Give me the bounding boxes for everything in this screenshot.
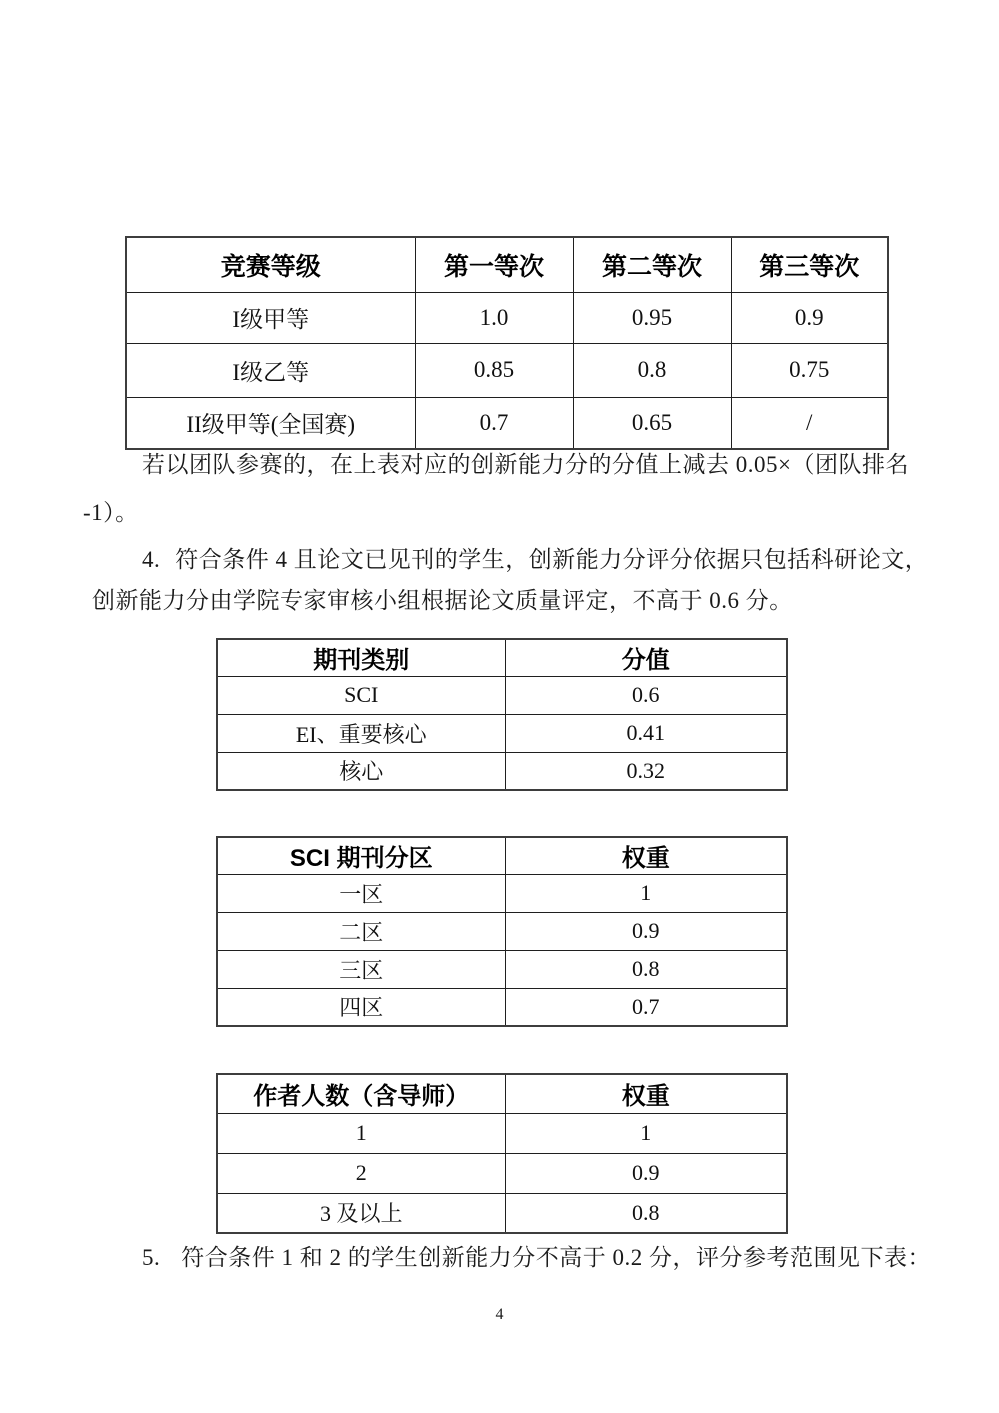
table-cell: 0.95 (573, 292, 731, 343)
item4-number: 4. (142, 547, 161, 572)
table-cell: 0.65 (573, 397, 731, 449)
table-cell: 0.75 (731, 343, 888, 397)
table-row (217, 874, 787, 912)
table-cell: 3 及以上 (217, 1193, 505, 1233)
table-row (126, 343, 888, 397)
column-header-score: 分值 (505, 639, 787, 676)
table-row (126, 292, 888, 343)
table-row (217, 988, 787, 1026)
column-header-sci-zone: SCI 期刊分区 (217, 837, 505, 874)
table-row (126, 397, 888, 449)
table-row (217, 950, 787, 988)
table-cell: 2 (217, 1153, 505, 1193)
column-header-third-tier: 第三等次 (731, 237, 888, 292)
table-cell: 一区 (217, 874, 505, 912)
team-note-line-2: -1）。 (83, 500, 139, 525)
column-header-second-tier: 第二等次 (573, 237, 731, 292)
table-cell: 0.9 (505, 912, 787, 950)
table-cell: 0.6 (505, 676, 787, 714)
table-row (217, 676, 787, 714)
table-cell: 四区 (217, 988, 505, 1026)
page-number: 4 (495, 1306, 504, 1323)
item4-text: 符合条件 4 且论文已见刊的学生，创新能力分评分依据只包括科研论文， (175, 547, 929, 572)
item4-line-2: 创新能力分由学院专家审核小组根据论文质量评定，不高于 0.6 分。 (92, 588, 793, 613)
table-row (217, 1153, 787, 1193)
item5-text: 符合条件 1 和 2 的学生创新能力分不高于 0.2 分，评分参考范围见下表： (181, 1245, 931, 1270)
table-row (217, 714, 787, 752)
table-cell: I级甲等 (126, 292, 415, 343)
table-row (217, 752, 787, 790)
column-header-weight: 权重 (505, 1074, 787, 1113)
column-header-author-count: 作者人数（含导师） (217, 1074, 505, 1113)
table-header-row (217, 639, 787, 676)
table-header-row (126, 237, 888, 292)
table-cell: SCI (217, 676, 505, 714)
table-cell: 1 (505, 1113, 787, 1153)
table-cell: / (731, 397, 888, 449)
journal-category-table (216, 638, 788, 791)
table-header-row (217, 1074, 787, 1113)
table-header-row (217, 837, 787, 874)
table-cell: I级乙等 (126, 343, 415, 397)
competition-score-table (125, 236, 889, 450)
table-cell: 0.7 (505, 988, 787, 1026)
table-cell: 0.9 (731, 292, 888, 343)
table-cell: EI、重要核心 (217, 714, 505, 752)
table-cell: 0.8 (505, 1193, 787, 1233)
table-cell: II级甲等(全国赛) (126, 397, 415, 449)
column-header-competition-level: 竞赛等级 (126, 237, 415, 292)
table-cell: 0.7 (415, 397, 573, 449)
table-cell: 0.8 (573, 343, 731, 397)
table-cell: 1 (505, 874, 787, 912)
table-cell: 核心 (217, 752, 505, 790)
team-note-line-1: 若以团队参赛的，在上表对应的创新能力分的分值上减去 0.05×（团队排名 (142, 452, 909, 477)
table-cell: 0.41 (505, 714, 787, 752)
column-header-first-tier: 第一等次 (415, 237, 573, 292)
author-count-weight-table (216, 1073, 788, 1234)
item4-line-1 (142, 547, 928, 572)
table-cell: 1 (217, 1113, 505, 1153)
table-row (217, 1193, 787, 1233)
table-cell: 0.9 (505, 1153, 787, 1193)
table-cell: 二区 (217, 912, 505, 950)
item5-number: 5. (142, 1245, 161, 1270)
table-cell: 1.0 (415, 292, 573, 343)
sci-zone-weight-table (216, 836, 788, 1027)
table-cell: 0.32 (505, 752, 787, 790)
table-cell: 三区 (217, 950, 505, 988)
column-header-weight: 权重 (505, 837, 787, 874)
table-row (217, 1113, 787, 1153)
column-header-journal-category: 期刊类别 (217, 639, 505, 676)
table-cell: 0.85 (415, 343, 573, 397)
table-cell: 0.8 (505, 950, 787, 988)
item5-line (142, 1245, 931, 1270)
table-row (217, 912, 787, 950)
